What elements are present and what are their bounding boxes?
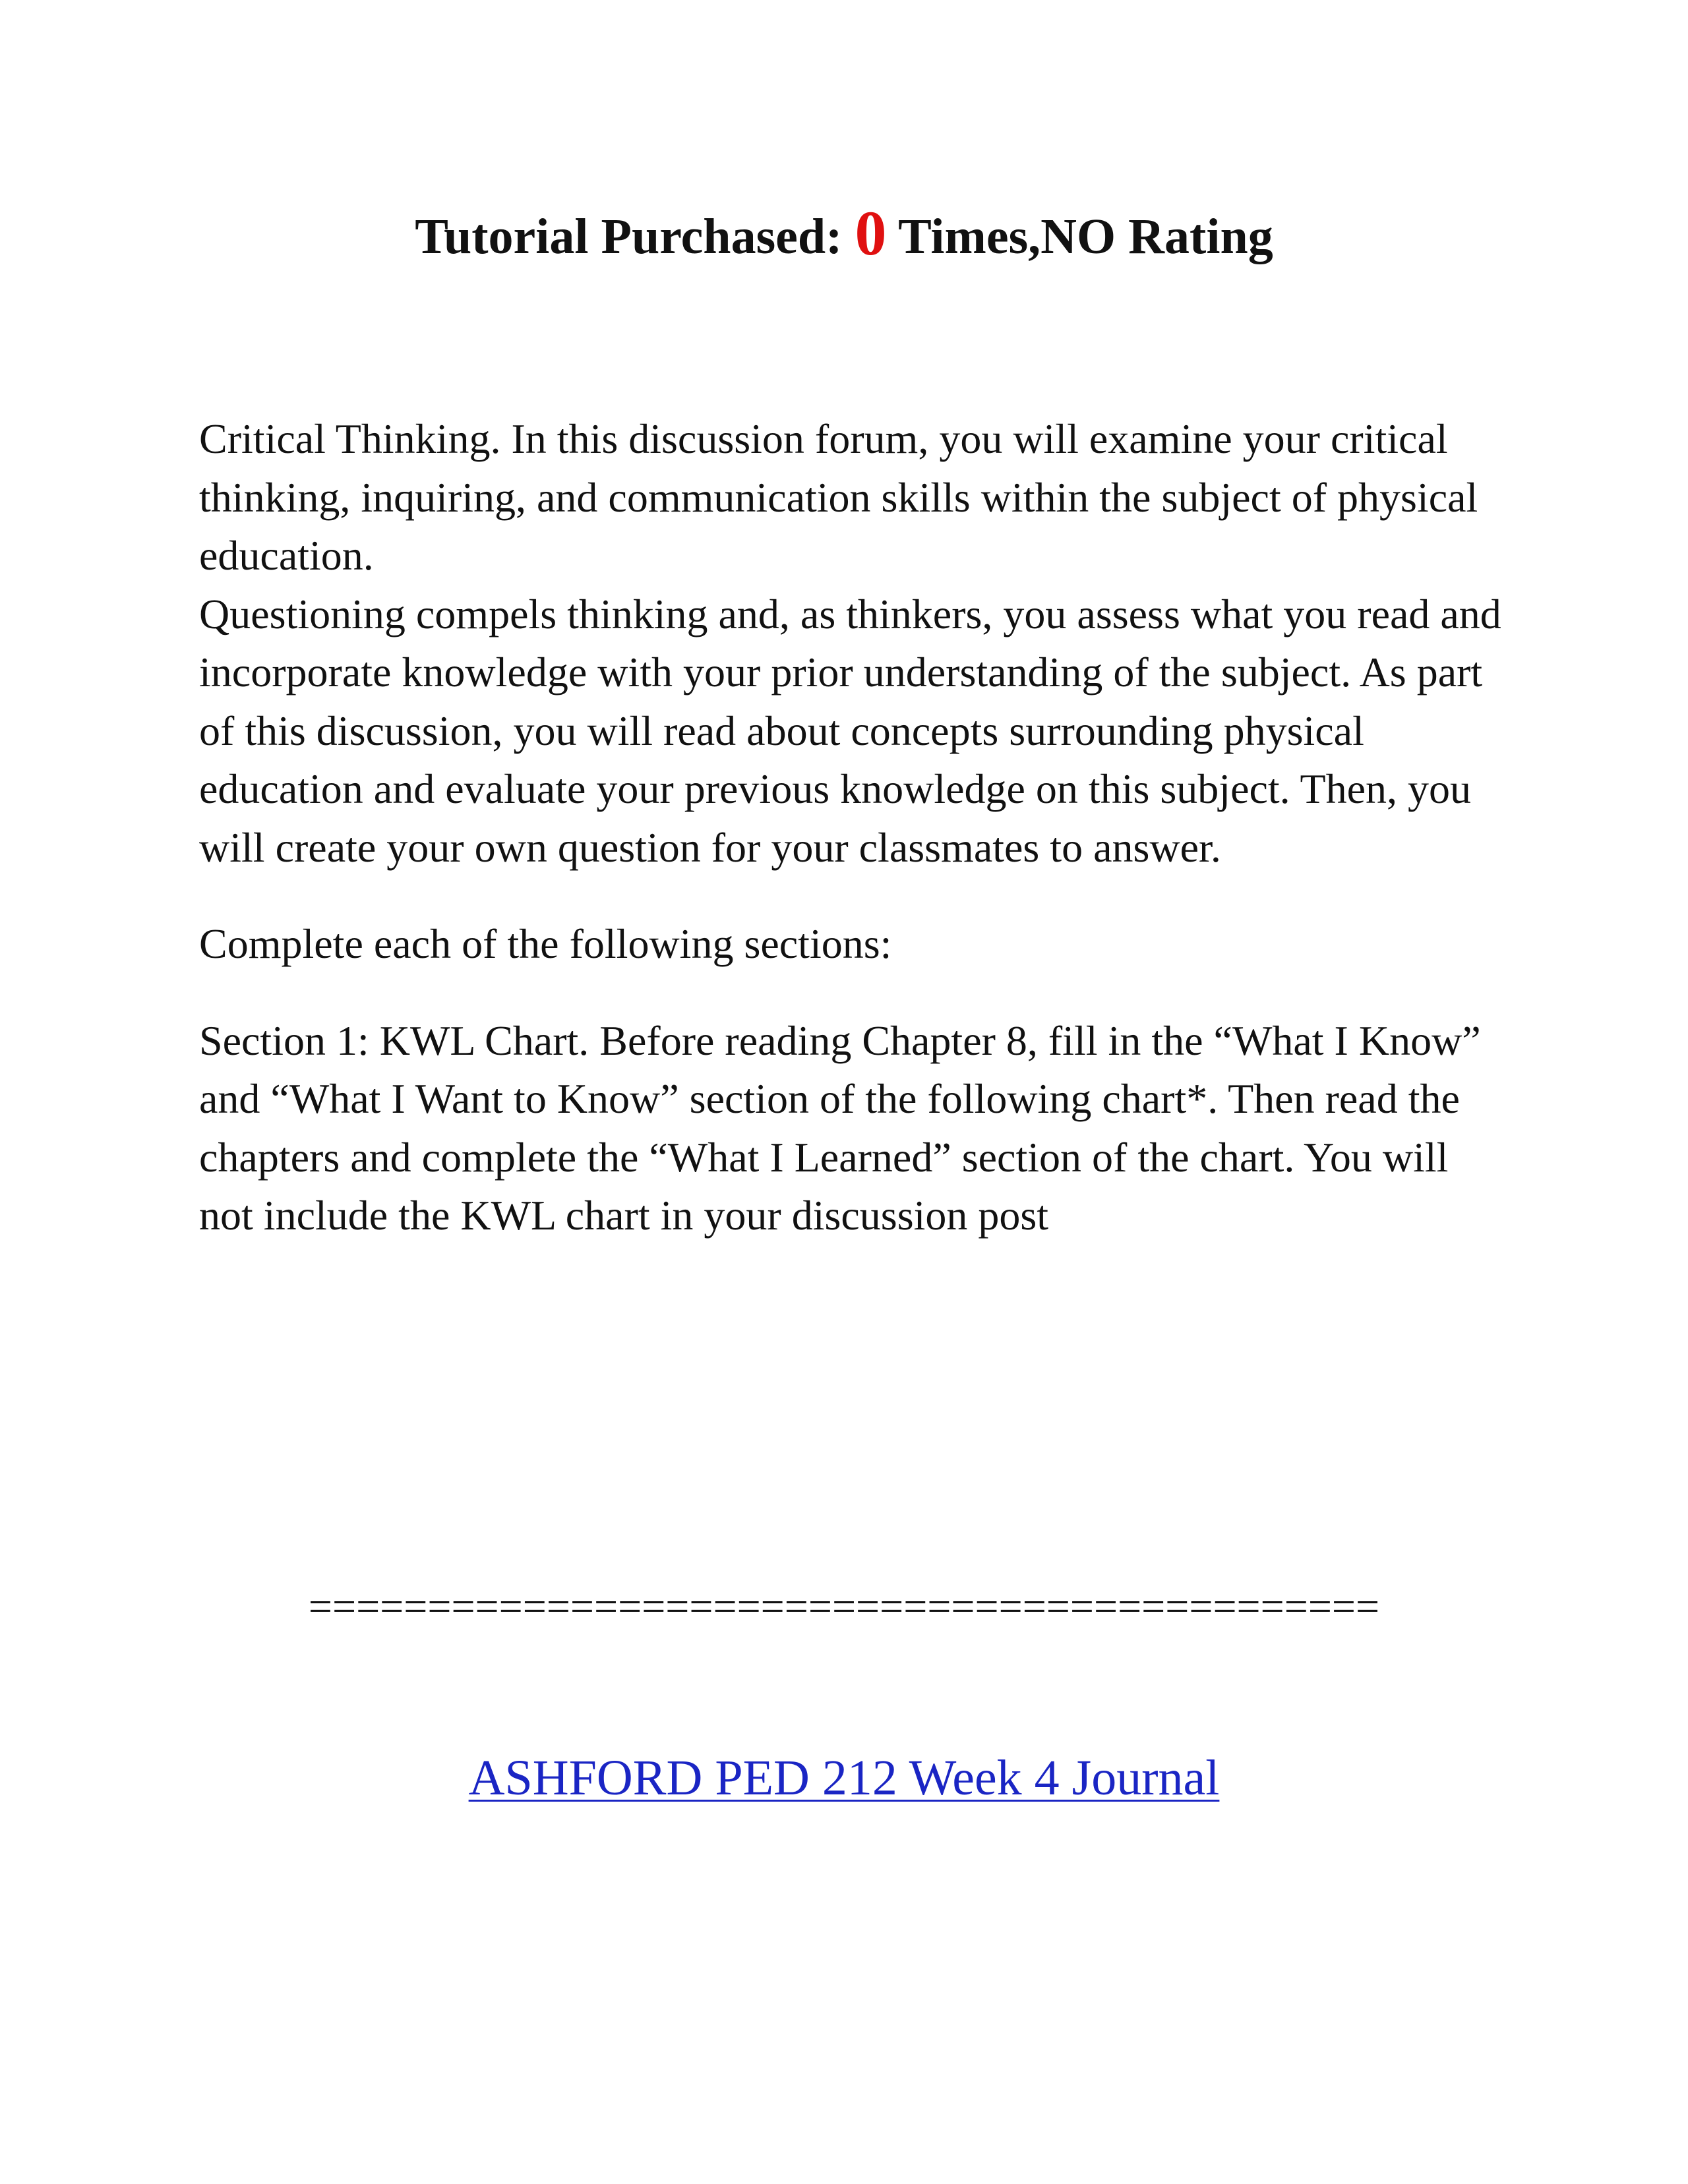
paragraph-questioning: Questioning compels thinking and, as thinkers, you assess what you read and incorporate knowledge with your prior understanding of the subject. As part of this discussion, you will read about concepts surrounding physical education and evaluate your previous knowledge on this subject. Then, you will create your own question for your classmates to answer. [199, 590, 1501, 871]
divider-line: ============================================= [308, 1583, 1380, 1630]
title-prefix: Tutorial Purchased: [415, 209, 855, 264]
link-container [0, 1750, 1688, 1807]
title-suffix: Times,NO Rating [886, 209, 1273, 264]
paragraph-section-1: Section 1: KWL Chart. Before reading Chapter 8, fill in the “What I Know” and “What I Want to Know” section of the following chart*. Then read the chapters and complete the “What I Learned” section of the chart. You will not include the KWL chart in your discussion post [199, 1017, 1481, 1239]
description-text [199, 410, 1511, 1245]
paragraph-instructions: Complete each of the following sections: [199, 920, 892, 967]
tutorial-link[interactable]: ASHFORD PED 212 Week 4 Journal [468, 1750, 1220, 1806]
purchase-count: 0 [855, 198, 887, 268]
page-title [0, 195, 1688, 271]
paragraph-intro: Critical Thinking. In this discussion forum, you will examine your critical thinking, inquiring, and communication skills within the subject of physical education. [199, 415, 1478, 579]
